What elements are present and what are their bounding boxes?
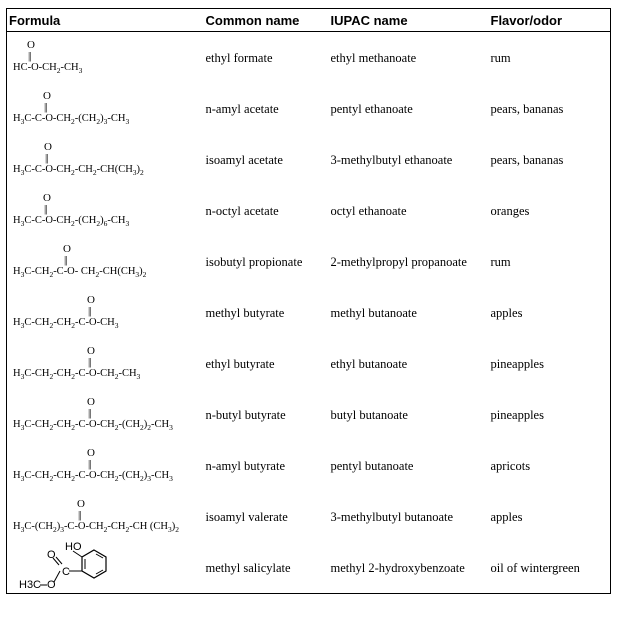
common-name-cell — [204, 83, 329, 134]
chain-segment: C-CH — [24, 368, 50, 379]
iupac-name-cell — [329, 83, 489, 134]
table-row — [7, 134, 611, 185]
chain-subscript: 3 — [20, 525, 25, 535]
chain-segment: -CH(CH — [96, 164, 133, 175]
chain-segment: -CH — [60, 62, 79, 73]
carbon-chain — [13, 368, 140, 380]
carbonyl-oxygen: O — [87, 447, 95, 459]
ester-oxygen: O — [47, 579, 56, 591]
flavor-odor-cell-text: oil of wintergreen — [490, 561, 580, 575]
carbonyl-oxygen: O — [63, 243, 71, 255]
header-formula: Formula — [7, 9, 204, 32]
flavor-odor-cell — [489, 389, 611, 440]
chain-subscript: 2 — [49, 474, 54, 484]
chain-subscript: 3 — [20, 474, 25, 484]
iupac-name-cell — [329, 185, 489, 236]
chain-subscript: 3 — [60, 525, 64, 535]
chain-segment: C-(CH — [24, 521, 53, 532]
chain-segment: ) — [139, 266, 143, 277]
chain-segment: ) — [100, 215, 104, 226]
chain-subscript: 2 — [71, 168, 75, 178]
chain-segment: -CH — [53, 317, 72, 328]
structural-formula — [7, 440, 204, 491]
common-name-cell — [204, 134, 329, 185]
formula-cell — [7, 542, 204, 594]
chain-subscript: 3 — [125, 219, 130, 229]
iupac-name-cell — [329, 236, 489, 287]
table-row — [7, 542, 611, 594]
iupac-name-cell-text: pentyl ethanoate — [330, 102, 413, 116]
iupac-name-cell-text: 2-methylpropyl propanoate — [330, 255, 467, 269]
chain-subscript: 3 — [20, 270, 25, 280]
table-row — [7, 236, 611, 287]
table-row — [7, 338, 611, 389]
common-name-cell-text: isobutyl propionate — [205, 255, 303, 269]
carbonyl-oxygen: O — [44, 141, 52, 153]
chain-segment: C-C-O-CH — [24, 215, 72, 226]
double-bond: || — [78, 509, 81, 521]
chain-subscript: 3 — [147, 474, 152, 484]
carbonyl-oxygen: O — [87, 294, 95, 306]
double-bond: || — [45, 152, 48, 164]
chain-subscript: 2 — [71, 474, 76, 484]
iupac-name-cell-text: pentyl butanoate — [330, 459, 414, 473]
chain-segment: -CH — [107, 215, 126, 226]
flavor-odor-cell-text: apples — [490, 306, 523, 320]
chain-subscript: 3 — [20, 423, 25, 433]
chain-segment: -CH — [118, 368, 137, 379]
chain-segment: -CH — [151, 419, 170, 430]
chain-subscript: 2 — [71, 117, 75, 127]
chain-subscript: 2 — [140, 474, 144, 484]
structural-formula — [7, 185, 204, 236]
chain-segment: -CH — [107, 521, 126, 532]
table-body — [7, 32, 611, 594]
common-name-cell-text: n-octyl acetate — [205, 204, 279, 218]
chain-segment: -CH — [107, 113, 126, 124]
common-name-cell — [204, 32, 329, 84]
chain-segment: -C-O-CH — [75, 317, 115, 328]
chain-segment: ) — [143, 470, 148, 481]
common-name-cell — [204, 491, 329, 542]
chain-segment: -C-O-CH — [75, 368, 115, 379]
chain-subscript: 3 — [132, 168, 137, 178]
carbon-chain — [13, 113, 129, 125]
carbon-chain — [13, 470, 173, 482]
chain-segment: ) — [136, 164, 141, 175]
structural-formula — [7, 338, 204, 389]
header-flavor-odor: Flavor/odor — [489, 9, 611, 32]
carbon-chain — [13, 164, 144, 176]
common-name-cell-text: ethyl formate — [205, 51, 273, 65]
double-bond: || — [88, 305, 91, 317]
carbon-chain — [13, 215, 129, 227]
iupac-name-cell — [329, 338, 489, 389]
chain-segment: -CH — [53, 419, 72, 430]
double-bond: || — [88, 458, 91, 470]
structural-formula — [7, 287, 204, 338]
chain-subscript: 3 — [103, 117, 108, 127]
chain-segment: -C-O- CH — [53, 266, 96, 277]
hydroxyl-label: HO — [65, 541, 82, 553]
chain-subscript: 2 — [52, 525, 57, 535]
chain-subscript: 2 — [95, 270, 100, 280]
iupac-name-cell-text: methyl 2-hydroxybenzoate — [330, 561, 465, 575]
double-bond: || — [44, 203, 47, 215]
chain-subscript: 2 — [49, 423, 54, 433]
chain-segment: -CH — [151, 470, 170, 481]
chain-segment: H — [13, 317, 21, 328]
carbon-chain — [13, 266, 146, 278]
chain-segment: ) — [56, 521, 61, 532]
common-name-cell-text: n-amyl acetate — [205, 102, 279, 116]
carbonyl-oxygen: O — [87, 396, 95, 408]
chain-subscript: 2 — [92, 168, 97, 178]
common-name-cell — [204, 287, 329, 338]
common-name-cell-text: isoamyl acetate — [205, 153, 283, 167]
chain-segment: -(CH — [118, 470, 141, 481]
flavor-odor-cell — [489, 287, 611, 338]
flavor-odor-cell — [489, 338, 611, 389]
chain-segment: -(CH — [118, 419, 141, 430]
flavor-odor-cell — [489, 542, 611, 594]
iupac-name-cell-text: 3-methylbutyl butanoate — [330, 510, 454, 524]
chain-segment: C-CH — [24, 419, 50, 430]
structural-formula — [7, 32, 204, 83]
chain-segment: ) — [171, 521, 176, 532]
carbon-chain — [13, 521, 179, 533]
structural-formula — [7, 542, 204, 593]
benzene-ring — [82, 550, 106, 578]
carbonyl-oxygen: O — [27, 39, 35, 51]
header-row — [7, 9, 611, 32]
header-common-name: Common name — [204, 9, 329, 32]
chain-segment: H — [13, 521, 21, 532]
iupac-name-cell-text: butyl butanoate — [330, 408, 408, 422]
flavor-odor-cell-text: rum — [490, 255, 511, 269]
common-name-cell — [204, 389, 329, 440]
chain-subscript: 2 — [147, 423, 152, 433]
table-row — [7, 389, 611, 440]
chain-subscript: 2 — [96, 219, 101, 229]
chain-segment: -CH — [74, 164, 93, 175]
header-iupac-name: IUPAC name — [329, 9, 489, 32]
double-bond: || — [88, 356, 91, 368]
common-name-cell-text: methyl butyrate — [205, 306, 285, 320]
chain-subscript: 3 — [20, 168, 25, 178]
chain-subscript: 2 — [114, 474, 119, 484]
iupac-name-cell-text: 3-methylbutyl ethanoate — [330, 153, 453, 167]
chain-subscript: 2 — [49, 270, 54, 280]
chain-subscript: 2 — [71, 423, 76, 433]
chain-subscript: 2 — [140, 168, 144, 178]
structural-formula — [7, 389, 204, 440]
flavor-odor-cell-text: apples — [490, 510, 523, 524]
chain-segment: H — [13, 266, 21, 277]
formula-cell — [7, 236, 204, 287]
chain-subscript: 2 — [125, 525, 130, 535]
formula-cell — [7, 440, 204, 491]
common-name-cell-text: n-butyl butyrate — [205, 408, 286, 422]
common-name-cell-text: methyl salicylate — [205, 561, 291, 575]
carbonyl-oxygen: O — [87, 345, 95, 357]
iupac-name-cell — [329, 542, 489, 594]
common-name-cell — [204, 236, 329, 287]
chain-segment: -C-O-CH — [63, 521, 104, 532]
chain-subscript: 3 — [20, 372, 25, 382]
chain-segment: C-CH — [24, 470, 50, 481]
formula-cell — [7, 134, 204, 185]
chain-subscript: 2 — [96, 117, 101, 127]
iupac-name-cell — [329, 389, 489, 440]
chain-subscript: 2 — [49, 372, 54, 382]
double-bond: || — [28, 50, 31, 62]
flavor-odor-cell-text: oranges — [490, 204, 530, 218]
formula-cell — [7, 185, 204, 236]
chain-segment: -C-O-CH — [75, 470, 115, 481]
iupac-name-cell-text: ethyl butanoate — [330, 357, 408, 371]
table-row — [7, 32, 611, 84]
chain-subscript: 2 — [140, 423, 144, 433]
chain-subscript: 2 — [71, 372, 76, 382]
chain-subscript: 3 — [20, 117, 25, 127]
table-row — [7, 440, 611, 491]
chain-segment: -CH — [53, 470, 72, 481]
chain-segment: C-C-O-CH — [24, 113, 72, 124]
chain-subscript: 2 — [142, 270, 147, 280]
chain-subscript: 3 — [169, 474, 173, 484]
carbon-chain — [13, 317, 118, 329]
ester-table — [6, 8, 611, 594]
common-name-cell — [204, 185, 329, 236]
chain-segment: -CH — [53, 368, 72, 379]
chain-subscript: 3 — [78, 66, 83, 76]
iupac-name-cell-text: methyl butanoate — [330, 306, 417, 320]
iupac-name-cell-text: octyl ethanoate — [330, 204, 407, 218]
chain-segment: -CH (CH — [129, 521, 168, 532]
chain-subscript: 3 — [168, 525, 172, 535]
flavor-odor-cell-text: pears, bananas — [490, 153, 564, 167]
iupac-name-cell — [329, 491, 489, 542]
flavor-odor-cell — [489, 236, 611, 287]
chain-segment: -(CH — [74, 113, 97, 124]
chain-segment: C-CH — [24, 317, 50, 328]
iupac-name-cell — [329, 287, 489, 338]
chain-segment: H — [13, 215, 21, 226]
common-name-cell-text: n-amyl butyrate — [205, 459, 285, 473]
table-row — [7, 185, 611, 236]
double-bond: || — [88, 407, 91, 419]
chain-segment: HC-O-CH — [13, 62, 57, 73]
carbonyl-oxygen: O — [47, 549, 56, 561]
double-bond: || — [64, 254, 67, 266]
chain-subscript: 2 — [175, 525, 179, 535]
structural-formula — [7, 134, 204, 185]
carbonyl-oxygen: O — [43, 192, 51, 204]
structural-formula — [7, 236, 204, 287]
chain-subscript: 3 — [169, 423, 173, 433]
chain-subscript: 6 — [103, 219, 108, 229]
chain-subscript: 2 — [49, 321, 54, 331]
chain-segment: H — [13, 470, 21, 481]
chain-segment: C-CH — [24, 266, 50, 277]
chain-subscript: 3 — [114, 321, 119, 331]
chain-segment: ) — [143, 419, 148, 430]
chain-segment: H — [13, 164, 21, 175]
chain-subscript: 2 — [71, 321, 76, 331]
common-name-cell-text: isoamyl valerate — [205, 510, 288, 524]
double-bond: || — [44, 101, 47, 113]
flavor-odor-cell-text: pears, bananas — [490, 102, 564, 116]
chain-segment: -(CH — [74, 215, 97, 226]
flavor-odor-cell-text: pineapples — [490, 357, 544, 371]
chain-segment: -CH(CH — [99, 266, 136, 277]
flavor-odor-cell — [489, 440, 611, 491]
chain-subscript: 2 — [103, 525, 108, 535]
chain-segment: C-C-O-CH — [24, 164, 72, 175]
carbonyl-oxygen: O — [43, 90, 51, 102]
flavor-odor-cell — [489, 83, 611, 134]
formula-cell — [7, 287, 204, 338]
chain-subscript: 3 — [20, 321, 25, 331]
flavor-odor-cell-text: pineapples — [490, 408, 544, 422]
flavor-odor-cell — [489, 491, 611, 542]
chain-segment: H — [13, 368, 21, 379]
common-name-cell-text: ethyl butyrate — [205, 357, 275, 371]
chain-subscript: 3 — [135, 270, 140, 280]
chain-subscript: 3 — [125, 117, 130, 127]
methyl-label: H3C — [19, 579, 42, 591]
chain-segment: H — [13, 419, 21, 430]
chain-segment: ) — [100, 113, 104, 124]
chain-subscript: 3 — [136, 372, 141, 382]
formula-cell — [7, 32, 204, 84]
carbon-chain — [13, 62, 82, 74]
carbonyl-carbon: C — [62, 566, 70, 578]
formula-cell — [7, 491, 204, 542]
iupac-name-cell — [329, 32, 489, 84]
table-row — [7, 491, 611, 542]
formula-cell — [7, 389, 204, 440]
common-name-cell — [204, 542, 329, 594]
flavor-odor-cell-text: apricots — [490, 459, 531, 473]
chain-subscript: 2 — [56, 66, 61, 76]
flavor-odor-cell — [489, 185, 611, 236]
formula-cell — [7, 83, 204, 134]
common-name-cell — [204, 338, 329, 389]
carbon-chain — [13, 419, 173, 431]
flavor-odor-cell-text: rum — [490, 51, 511, 65]
chain-segment: H — [13, 113, 21, 124]
formula-cell — [7, 338, 204, 389]
table-row — [7, 83, 611, 134]
flavor-odor-cell — [489, 32, 611, 84]
iupac-name-cell — [329, 440, 489, 491]
structural-formula — [7, 491, 204, 542]
table-row — [7, 287, 611, 338]
structural-formula — [7, 83, 204, 134]
chain-subscript: 2 — [114, 423, 119, 433]
chain-subscript: 2 — [71, 219, 75, 229]
iupac-name-cell-text: ethyl methanoate — [330, 51, 417, 65]
chain-segment: -C-O-CH — [75, 419, 115, 430]
chain-subscript: 2 — [114, 372, 119, 382]
flavor-odor-cell — [489, 134, 611, 185]
common-name-cell — [204, 440, 329, 491]
chain-subscript: 3 — [20, 219, 25, 229]
iupac-name-cell — [329, 134, 489, 185]
carbonyl-oxygen: O — [77, 498, 85, 510]
